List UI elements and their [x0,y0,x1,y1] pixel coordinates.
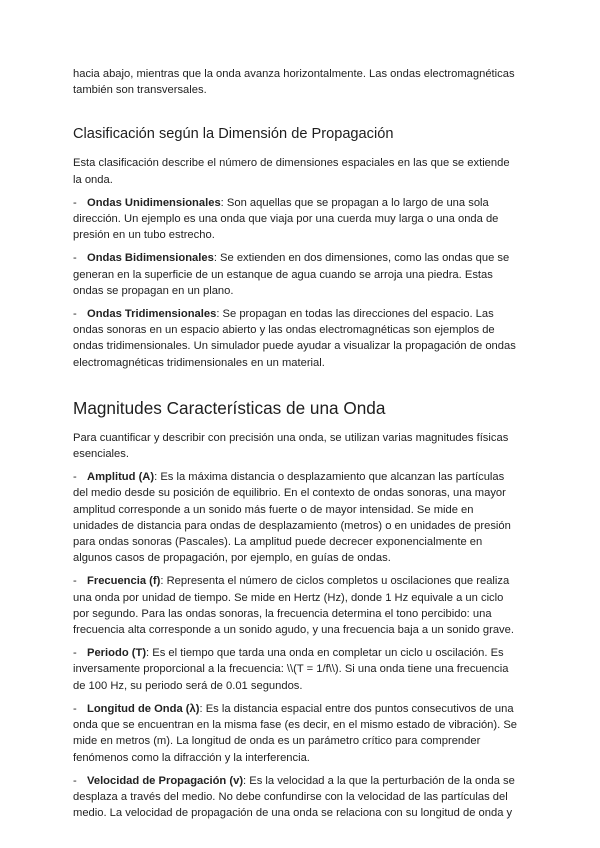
propagation-intro: Esta clasificación describe el número de dimensiones espaciales en las que se extiende la onda. [73,157,510,186]
list-dash: - [73,702,77,715]
term-tridimensional: Ondas Tridimensionales [87,308,217,321]
term-unidimensional: Ondas Unidimensionales [87,196,221,209]
term-velocidad: Velocidad de Propagación (v) [87,774,244,787]
description-bidimensional: Se extienden en dos dimensiones, como las ondas que se generan en la superficie de un estanque de agua cuando se arroja una piedra. Estas ondas se propagan en un plano. [73,252,510,297]
list-dash: - [73,471,77,484]
description-unidimensional: Son aquellas que se propagan a lo largo de una sola dirección. Un ejemplo es una onda que viaja por una cuerda muy larga o una onda de presión en un tubo estrecho. [73,196,499,242]
list-item-frecuencia [73,573,521,638]
term-bidimensional: Ondas Bidimensionales [87,252,214,265]
section-heading-propagation: Clasificación según la Dimensión de Propagación [73,126,394,143]
description-periodo: Es el tiempo que tarda una onda en completar un ciclo u oscilación. Es inversamente proporcional a la frecuencia: \\(T = 1/f\\). Si una onda tiene una frecuencia de 100 Hz, su periodo será de 0.01 segundos. [73,647,509,692]
description-amplitud: Es la máxima distancia o desplazamiento que alcanzan las partículas del medio desde su posición de equilibrio. En el contexto de ondas sonoras, una mayor amplitud corresponde a un sonido más fuerte o de mayor intensidad. Se mide en unidades de distancia para ondas de desplazamiento (metros) o en unidades de presión para ondas sonoras (Pascales). La amplitud puede decrecer exponencialmente en algunos casos de propagación, por ejemplo, en guías de ondas. [73,471,511,565]
document-page [73,66,521,821]
list-item-amplitud [73,469,521,566]
description-longitud-de-onda: Es la distancia espacial entre dos puntos consecutivos de una onda que se encuentran en la misma fase (es decir, en el mismo estado de vibración). Se mide en metros (m). La longitud de onda es un parámetro crítico para comprender fenómenos como la difracción y la interferencia. [73,702,518,764]
term-longitud-de-onda: Longitud de Onda (λ) [87,702,200,715]
term-colon: : [213,252,217,265]
list-item-periodo [73,645,521,694]
term-colon: : [243,774,247,787]
description-frecuencia: Representa el número de ciclos completos u oscilaciones que realiza una onda por unidad de tiempo. Se mide en Hertz (Hz), donde 1 Hz equivale a un ciclo por segundo. Para las ondas sonoras, la frecuencia determina el tono percibido: una frecuencia alta corresponde a un sonido agudo, y una frecuencia baja a un sonido grave. [73,575,514,637]
term-frecuencia: Frecuencia (f) [87,575,161,588]
term-amplitud: Amplitud (A) [87,471,155,484]
list-dash: - [73,774,77,787]
list-item-longitud-de-onda [73,701,521,766]
list-item-unidimensional [73,195,521,244]
section-heading-magnitudes: Magnitudes Características de una Onda [73,397,386,418]
description-tridimensional: Se propagan en todas las direcciones del espacio. Las ondas sonoras en un espacio abierto y las ondas electromagnéticas son ejemplos de ondas tridimensionales. Un simulador puede ayudar a visualizar la propagación de ondas electromagnéticas tridimensionales en un material. [73,308,516,369]
term-colon: : [154,471,158,484]
term-colon: : [199,702,203,715]
list-item-bidimensional [73,250,521,299]
list-dash: - [73,308,77,321]
description-velocidad: Es la velocidad a la que la perturbación de la onda se desplaza a través del medio. No debe confundirse con la velocidad de las partículas del medio. La velocidad de propagación de una onda se relaciona con su longitud de onda y [73,774,515,820]
term-colon: : [220,196,224,209]
term-colon: : [160,575,164,588]
list-dash: - [73,196,77,209]
term-colon: : [146,647,150,660]
term-colon: : [216,308,220,321]
list-dash: - [73,575,77,588]
intro-paragraph: hacia abajo, mientras que la onda avanza horizontalmente. Las ondas electromagnéticas también son transversales. [73,68,515,97]
magnitudes-intro: Para cuantificar y describir con precisión una onda, se utilizan varias magnitudes físicas esenciales. [73,431,509,461]
list-item-velocidad [73,773,521,822]
list-dash: - [73,647,77,660]
list-item-tridimensional [73,306,521,371]
list-dash: - [73,252,77,265]
term-periodo: Periodo (T) [87,647,147,660]
